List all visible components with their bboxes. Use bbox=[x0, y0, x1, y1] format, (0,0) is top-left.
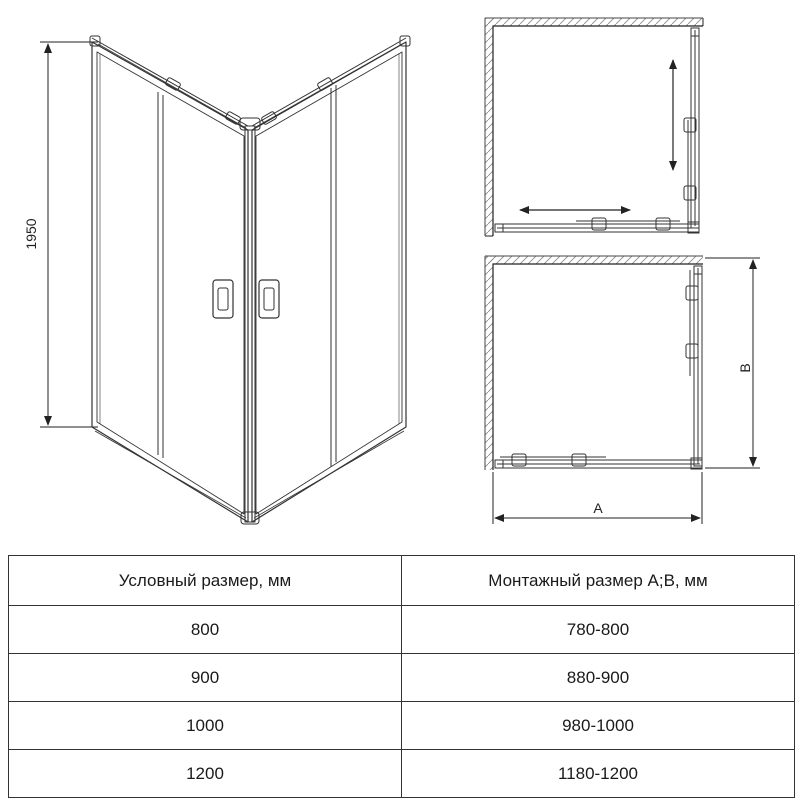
nominal-size-cell: 1200 bbox=[9, 750, 402, 798]
plan-view-dimensions bbox=[485, 256, 760, 524]
enclosure-perspective-view bbox=[90, 36, 410, 524]
mounting-size-cell: 980-1000 bbox=[402, 702, 795, 750]
table-header-row bbox=[9, 556, 795, 606]
height-label: 1950 bbox=[23, 218, 39, 250]
mounting-size-cell: 880-900 bbox=[402, 654, 795, 702]
nominal-size-cell: 800 bbox=[9, 606, 402, 654]
nominal-size-cell: 1000 bbox=[9, 702, 402, 750]
nominal-size-cell: 900 bbox=[9, 654, 402, 702]
plan-view-sliding bbox=[485, 18, 703, 236]
header-nominal-size: Условный размер, мм bbox=[9, 556, 402, 606]
table-row bbox=[9, 606, 795, 654]
table-row bbox=[9, 654, 795, 702]
right-door-handle bbox=[259, 280, 279, 318]
header-mounting-size: Монтажный размер A;B, мм bbox=[402, 556, 795, 606]
dimension-a-label: A bbox=[593, 500, 603, 516]
dimension-b-label: B bbox=[737, 363, 753, 373]
height-dimension bbox=[40, 42, 98, 427]
mounting-size-cell: 1180-1200 bbox=[402, 750, 795, 798]
size-table bbox=[8, 555, 795, 798]
mounting-size-cell: 780-800 bbox=[402, 606, 795, 654]
left-panel-frame bbox=[92, 42, 248, 522]
table-row bbox=[9, 750, 795, 798]
table-row bbox=[9, 702, 795, 750]
left-door-handle bbox=[213, 280, 233, 318]
